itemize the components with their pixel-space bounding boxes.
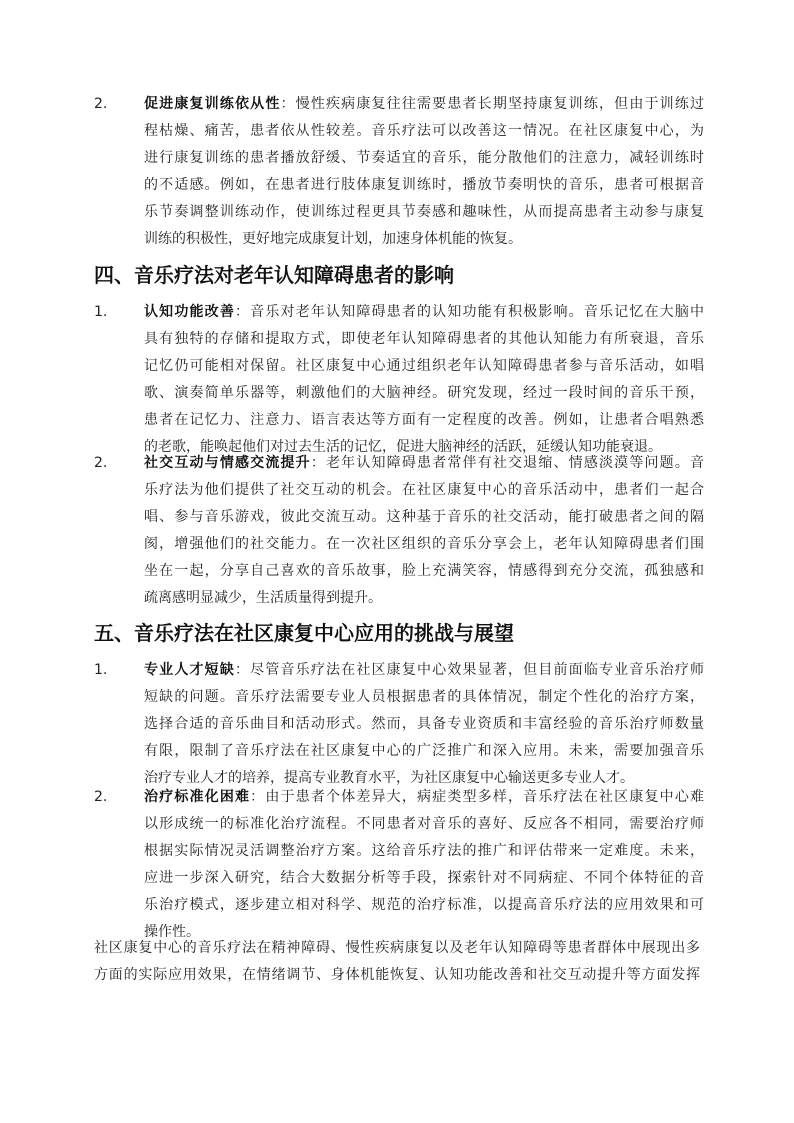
conclusion-line: 社区康复中心的音乐疗法在精神障碍、慢性疾病康复以及老年认知障碍等患者群体中展现出多 xyxy=(94,940,700,956)
list-line: 唱、参与音乐游戏，彼此交流互动。这种基于音乐的社交活动，能打破患者之间的隔 xyxy=(144,509,704,525)
list-line: 歌、演奏简单乐器等，刺激他们的大脑神经。研究发现，经过一段时间的音乐干预， xyxy=(144,385,704,401)
list-line: 乐疗法为他们提供了社交互动的机会。在社区康复中心的音乐活动中，患者们一起合 xyxy=(144,482,704,498)
list-line: 记忆仍可能相对保留。社区康复中心通过组织老年认知障碍患者参与音乐活动，如唱 xyxy=(144,358,704,374)
list-term: 专业人才短缺 xyxy=(144,662,235,678)
term-separator: ： xyxy=(235,304,251,320)
list-line: 训练的积极性，更好地完成康复计划，加速身体机能的恢复。 xyxy=(144,231,522,247)
list-line: 的老歌，能唤起他们对过去生活的记忆，促进大脑神经的活跃，延缓认知功能衰退。 xyxy=(144,439,662,455)
list-number: 1. xyxy=(94,662,108,678)
list-line: 阂，增强他们的社交能力。在一次社区组织的音乐分享会上，老年认知障碍患者们围 xyxy=(144,536,704,552)
list-line: 以形成统一的标准化治疗流程。不同患者对音乐的喜好、反应各不相同，需要治疗师 xyxy=(144,816,704,832)
list-line: 操作性。 xyxy=(144,924,200,940)
list-line: 患者在记忆力、注意力、语言表达等方面有一定程度的改善。例如，让患者合唱熟悉 xyxy=(144,412,704,428)
term-separator: ： xyxy=(280,96,296,112)
list-item-cognitive xyxy=(94,299,704,461)
list-text: 慢性疾病康复往往需要患者长期坚持康复训练，但由于训练过 xyxy=(295,96,705,112)
list-line: 有限，限制了音乐疗法在社区康复中心的广泛推广和深入应用。未来，需要加强音乐 xyxy=(144,743,704,759)
list-term: 治疗标准化困难 xyxy=(144,789,251,805)
list-number: 2. xyxy=(94,789,108,805)
list-text: 尽管音乐疗法在社区康复中心效果显著，但目前面临专业音乐治疗师 xyxy=(250,662,705,678)
list-number: 2. xyxy=(94,455,108,471)
section-heading-4: 四、音乐疗法对老年认知障碍患者的影响 xyxy=(94,263,454,287)
list-term: 促进康复训练依从性 xyxy=(144,96,281,112)
list-line xyxy=(144,299,704,326)
list-line: 治疗专业人才的培养，提高专业教育水平，为社区康复中心输送更多专业人才。 xyxy=(144,770,634,786)
list-line: 坐在一起，分享自己喜欢的音乐故事，脸上充满笑容，情感得到充分交流，孤独感和 xyxy=(144,563,704,579)
list-line: 程枯燥、痛苦，患者依从性较差。音乐疗法可以改善这一情况。在社区康复中心，为 xyxy=(144,123,704,139)
term-separator: ： xyxy=(250,789,266,805)
term-separator: ： xyxy=(310,455,327,471)
list-line xyxy=(144,657,704,684)
list-line: 的不适感。例如，在患者进行肢体康复训练时，播放节奏明快的音乐，患者可根据音 xyxy=(144,177,704,193)
list-line: 乐治疗模式，逐步建立相对科学、规范的治疗标准，以提高音乐疗法的应用效果和可 xyxy=(144,897,704,913)
list-item-talent xyxy=(94,657,704,792)
list-line: 具有独特的存储和提取方式，即使老年认知障碍患者的其他认知能力有所衰退，音乐 xyxy=(144,331,704,347)
conclusion-line: 方面的实际应用效果，在情绪调节、身体机能恢复、认知功能改善和社交互动提升等方面发挥 xyxy=(94,967,700,983)
list-line: 应进一步深入研究，结合大数据分析等手段，探索针对不同病症、不同个体特征的音 xyxy=(144,870,704,886)
list-number: 1. xyxy=(94,304,108,320)
list-line: 根据实际情况灵活调整治疗方案。这给音乐疗法的推广和评估带来一定难度。未来， xyxy=(144,843,704,859)
list-line xyxy=(144,91,704,118)
list-line: 选择合适的音乐曲目和活动形式。然而，具备专业资质和丰富经验的音乐治疗师数量 xyxy=(144,716,704,732)
list-term: 社交互动与情感交流提升 xyxy=(144,455,311,471)
section-heading-5: 五、音乐疗法在社区康复中心应用的挑战与展望 xyxy=(94,621,514,645)
list-item-compliance xyxy=(94,91,704,253)
list-line: 疏离感明显减少，生活质量得到提升。 xyxy=(144,590,382,606)
list-line: 进行康复训练的患者播放舒缓、节奏适宜的音乐，能分散他们的注意力，减轻训练时 xyxy=(144,150,704,166)
list-term: 认知功能改善 xyxy=(144,304,235,320)
list-text: 由于患者个体差异大，病症类型多样，音乐疗法在社区康复中心难 xyxy=(265,789,705,805)
list-text: 老年认知障碍患者常伴有社交退缩、情感淡漠等问题。音 xyxy=(326,455,705,471)
list-number: 2. xyxy=(94,96,108,112)
list-line xyxy=(144,784,704,811)
list-line: 短缺的问题。音乐疗法需要专业人员根据患者的具体情况，制定个性化的治疗方案， xyxy=(144,689,704,705)
list-line xyxy=(144,450,704,477)
list-item-social xyxy=(94,450,704,612)
term-separator: ： xyxy=(235,662,251,678)
list-line: 乐节奏调整训练动作，使训练过程更具节奏感和趣味性，从而提高患者主动参与康复 xyxy=(144,204,704,220)
list-text: 音乐对老年认知障碍患者的认知功能有积极影响。音乐记忆在大脑中 xyxy=(250,304,705,320)
list-item-standardization xyxy=(94,784,704,946)
